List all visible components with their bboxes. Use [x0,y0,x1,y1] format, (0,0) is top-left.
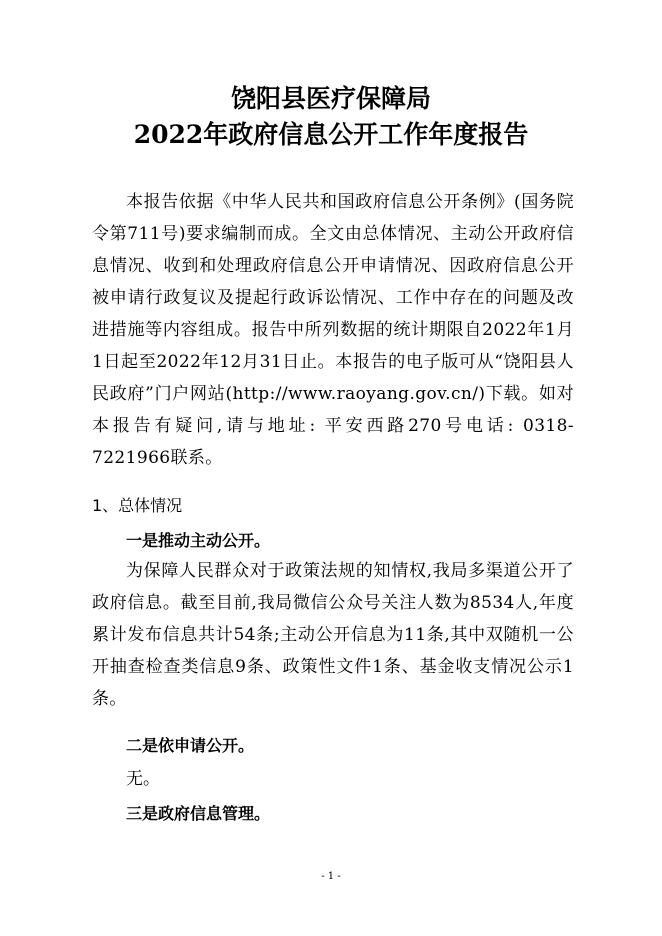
intro-text: 本报告依据《中华人民共和国政府信息公开条例》(国务院令第711号)要求编制而成。全文由总体情况、主动公开政府信息情况、收到和处理政府信息公开申请情况、因政府信息公开被申请行政复议及提起行政诉讼情况、工作中存在的问题及改进措施等内容组成。报告中所列数据的统计期限自2022年1月1日起至2022年12月31日止。本报告的电子版可从“饶阳县人民政府”门户网站(http://www.raoyang.gov.cn/)下载。如对本报告有疑问,请与地址: 平安西路270号电话: 0318-7221966联系。 [92,192,574,468]
document-title-line1: 饶阳县医疗保障局 [230,84,431,113]
active-disclosure-text: 为保障人民群众对于政策法规的知情权,我局多渠道公开了政府信息。截至目前,我局微信公众号关注人数为8534人,年度累计发布信息共计54条;主动公开信息为11条,其中双随机一公开抽查检查类信息9条、政策性文件1条、基金收支情况公示1条。 [92,561,574,709]
active-disclosure-paragraph [92,555,574,715]
page-number: - 1 - [321,871,341,882]
application-disclosure-text: 无。 [126,769,160,789]
document-title-line2: 2022年政府信息公开工作年度报告 [133,120,529,149]
intro-paragraph [92,186,574,474]
section-heading-overview: 1、总体情况 [92,496,183,515]
subheading-information-management: 三是政府信息管理。 [126,804,271,823]
subheading-active-disclosure: 一是推动主动公开。 [126,531,271,550]
subheading-application-disclosure: 二是依申请公开。 [126,736,255,755]
